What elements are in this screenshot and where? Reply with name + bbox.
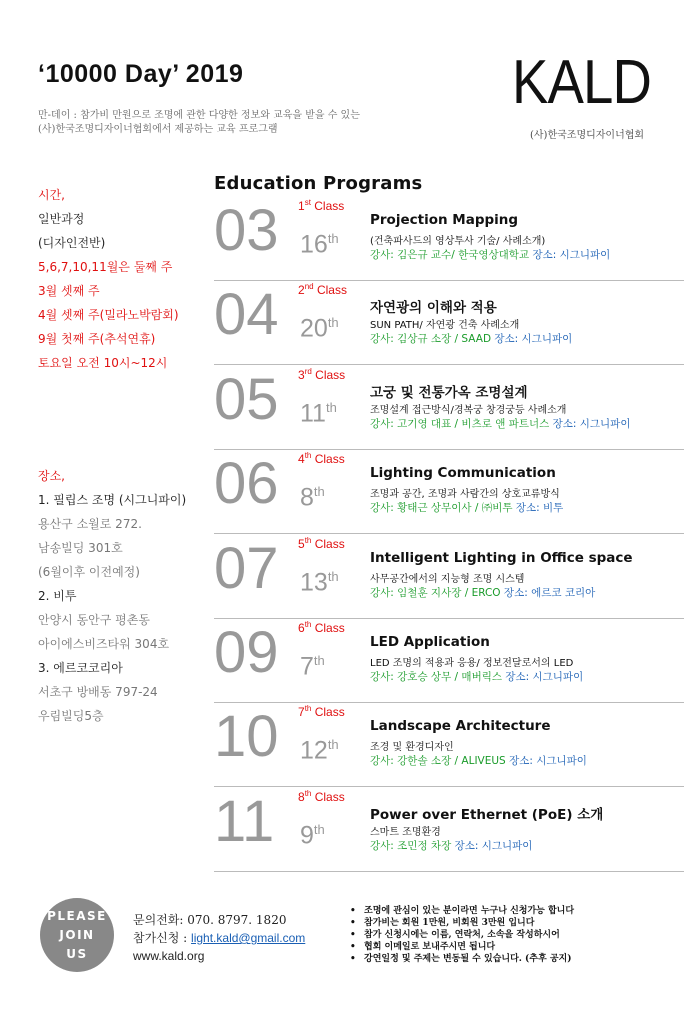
class-number: 7 bbox=[298, 705, 305, 720]
note-item: • 강연일정 및 주제는 변동될 수 있습니다. (추후 공지) bbox=[350, 953, 574, 965]
join-line-3: US bbox=[66, 946, 88, 961]
venue-line: 1. 필립스 조명 (시그니파이) bbox=[38, 493, 187, 507]
note-item: • 참가 신청시에는 이름, 연락처, 소속을 작성하시어 bbox=[350, 929, 574, 941]
class-ordinal: th bbox=[304, 704, 312, 714]
venue-line: 아이에스비즈타워 304호 bbox=[38, 637, 170, 651]
class-number: 3 bbox=[298, 367, 305, 382]
program-month: 06 bbox=[214, 451, 279, 517]
program-day bbox=[300, 485, 325, 510]
schedule-line: (디자인전반) bbox=[38, 236, 106, 250]
note-item: • 협회 이메일로 보내주시면 됩니다 bbox=[350, 941, 574, 953]
program-description: 조경 및 환경디자인 bbox=[370, 742, 454, 754]
program-row bbox=[214, 536, 686, 620]
subtitle-line-1: 만-데이 : 참가비 만원으로 조명에 관한 다양한 정보와 교육을 받을 수 있는 bbox=[38, 110, 360, 121]
venue-text: 장소: 에르코 코리아 bbox=[503, 586, 596, 599]
class-word: Class bbox=[314, 199, 345, 213]
program-day bbox=[300, 316, 339, 341]
instructor-text: 강사: 강호승 상무 / 매버릭스 bbox=[370, 671, 502, 683]
class-number: 2 bbox=[298, 283, 305, 298]
program-month: 05 bbox=[214, 366, 279, 432]
section-title: Education Programs bbox=[214, 173, 423, 194]
program-title: 고궁 및 전통가옥 조명설계 bbox=[370, 384, 528, 401]
program-description: LED 조명의 적용과 응용/ 정보전달로서의 LED bbox=[370, 658, 574, 669]
day-number: 9 bbox=[300, 821, 314, 850]
program-title: Projection Mapping bbox=[370, 212, 519, 228]
class-word: Class bbox=[314, 621, 345, 635]
class-number: 4 bbox=[298, 452, 305, 467]
program-title: LED Application bbox=[370, 634, 490, 650]
day-number: 20 bbox=[300, 314, 328, 343]
class-label bbox=[298, 367, 345, 382]
class-word: Class bbox=[314, 536, 345, 551]
instructor-text: 강사: 고기영 대표 / 비츠로 앤 파트너스 bbox=[370, 417, 550, 430]
row-divider bbox=[214, 786, 684, 787]
class-ordinal: th bbox=[304, 535, 312, 545]
program-month: 03 bbox=[214, 198, 279, 263]
program-day bbox=[300, 654, 325, 679]
row-divider bbox=[214, 871, 684, 872]
program-row bbox=[214, 198, 686, 282]
program-month: 09 bbox=[214, 620, 279, 685]
venue-line: 장소, bbox=[38, 469, 65, 483]
program-day bbox=[300, 738, 339, 763]
program-description: (건축파사드의 영상투사 기술/ 사례소개) bbox=[370, 236, 546, 247]
instructor-text: 강사: 김상규 소장 / SAAD bbox=[370, 333, 492, 346]
venue-line: 3. 에르코코리아 bbox=[38, 661, 123, 675]
day-ordinal: th bbox=[313, 821, 325, 837]
apply-label: 참가신청 : bbox=[133, 931, 192, 945]
contact-info bbox=[133, 911, 305, 965]
schedule-info bbox=[38, 183, 179, 375]
program-instructor bbox=[370, 838, 532, 853]
day-ordinal: th bbox=[313, 653, 325, 668]
class-label bbox=[298, 198, 344, 213]
program-month: 10 bbox=[214, 704, 279, 770]
program-description: 스마트 조명환경 bbox=[370, 826, 441, 838]
day-number: 11 bbox=[300, 399, 326, 428]
venue-text: 장소: 시그니파이 bbox=[509, 755, 587, 768]
program-row bbox=[214, 451, 686, 535]
instructor-text: 강사: 김은규 교수/ 한국영상대학교 bbox=[370, 249, 530, 261]
day-ordinal: th bbox=[327, 568, 339, 584]
venue-text: 장소: 시그니파이 bbox=[552, 417, 631, 430]
venue-info bbox=[38, 464, 186, 728]
schedule-line: 시간, bbox=[38, 188, 65, 202]
row-divider bbox=[214, 533, 684, 534]
schedule-line: 3월 셋째 주 bbox=[38, 284, 100, 298]
program-title: Landscape Architecture bbox=[370, 718, 551, 735]
venue-line: 서초구 방배동 797-24 bbox=[38, 685, 158, 699]
note-item: • 참가비는 회원 1만원, 비회원 3만원 입니다 bbox=[350, 917, 574, 929]
class-number: 8 bbox=[298, 789, 305, 804]
program-row bbox=[214, 367, 686, 451]
program-instructor bbox=[370, 585, 595, 600]
note-item: • 조명에 관심이 있는 분이라면 누구나 신청가능 합니다 bbox=[350, 905, 574, 917]
program-month: 04 bbox=[214, 282, 279, 348]
day-number: 7 bbox=[300, 652, 314, 681]
row-divider bbox=[214, 702, 684, 703]
row-divider bbox=[214, 618, 684, 619]
program-row bbox=[214, 620, 686, 704]
program-description: 조명설계 접근방식/경복궁 창경궁등 사례소개 bbox=[370, 404, 567, 416]
class-number: 6 bbox=[298, 621, 305, 635]
class-word: Class bbox=[314, 452, 345, 467]
join-line-2: JOIN bbox=[59, 927, 95, 942]
day-ordinal: th bbox=[313, 484, 325, 500]
venue-text: 장소: 시그니파이 bbox=[505, 671, 584, 683]
instructor-text: 강사: 강한솔 소장 / ALIVEUS bbox=[370, 755, 506, 768]
class-label bbox=[298, 620, 345, 635]
join-line-1: PLEASE bbox=[47, 908, 107, 923]
day-number: 8 bbox=[300, 483, 314, 512]
day-number: 13 bbox=[300, 567, 328, 596]
program-day bbox=[300, 823, 325, 848]
venue-line: 안양시 동안구 평촌동 bbox=[38, 613, 150, 627]
venue-line: 2. 비투 bbox=[38, 589, 77, 603]
program-instructor bbox=[370, 500, 563, 515]
class-ordinal: st bbox=[304, 198, 311, 207]
class-number: 5 bbox=[298, 536, 305, 551]
program-row bbox=[214, 789, 686, 873]
schedule-line: 토요일 오전 10시~12시 bbox=[38, 356, 168, 370]
venue-line: 우림빌딩5층 bbox=[38, 709, 104, 723]
row-divider bbox=[214, 280, 684, 281]
program-day bbox=[300, 401, 337, 426]
program-month: 11 bbox=[214, 788, 275, 854]
day-ordinal: th bbox=[325, 399, 337, 415]
venue-text: 장소: 시그니파이 bbox=[494, 333, 573, 346]
venue-text: 장소: 시그니파이 bbox=[532, 249, 611, 261]
program-day bbox=[300, 232, 339, 257]
row-divider bbox=[214, 364, 684, 365]
day-ordinal: th bbox=[327, 737, 339, 753]
website-link[interactable]: www.kald.org bbox=[133, 949, 205, 963]
program-title: Power over Ethernet (PoE) 소개 bbox=[370, 806, 604, 823]
venue-text: 장소: 비투 bbox=[515, 502, 564, 515]
program-instructor bbox=[370, 416, 630, 431]
day-ordinal: th bbox=[327, 231, 339, 246]
class-number: 1 bbox=[298, 199, 305, 213]
class-label bbox=[298, 451, 345, 466]
venue-text: 장소: 시그니파이 bbox=[454, 839, 533, 852]
program-row bbox=[214, 282, 686, 366]
program-title: 자연광의 이해와 적용 bbox=[370, 300, 497, 317]
instructor-text: 강사: 조민정 차장 bbox=[370, 839, 452, 852]
notes-list bbox=[350, 905, 574, 965]
email-link[interactable]: light.kald@gmail.com bbox=[191, 931, 306, 945]
program-instructor bbox=[370, 669, 583, 684]
kald-logo: KALD bbox=[512, 48, 652, 117]
venue-line: 남송빌딩 301호 bbox=[38, 541, 123, 555]
class-label bbox=[298, 704, 345, 719]
program-day bbox=[300, 567, 339, 596]
program-month: 07 bbox=[214, 535, 279, 601]
venue-line: (6월이후 이전예정) bbox=[38, 565, 140, 579]
program-title: Lighting Communication bbox=[370, 465, 556, 482]
logo-subtitle: (사)한국조명디자이너협회 bbox=[530, 130, 645, 141]
class-ordinal: th bbox=[304, 788, 312, 798]
program-title: Intelligent Lighting in Office space bbox=[370, 549, 633, 566]
row-divider bbox=[214, 449, 684, 450]
instructor-text: 강사: 황태근 상무이사 / ㈜비투 bbox=[370, 502, 513, 515]
class-ordinal: nd bbox=[304, 282, 314, 292]
program-row bbox=[214, 704, 686, 788]
schedule-line: 9월 첫째 주(추석연휴) bbox=[38, 332, 156, 346]
program-description: 사무공간에서의 지능형 조명 시스템 bbox=[370, 573, 525, 585]
schedule-line: 일반과정 bbox=[38, 212, 85, 226]
phone-text: 문의전화: 070. 8797. 1820 bbox=[133, 913, 287, 927]
program-description: 조명과 공간, 조명과 사람간의 상호교류방식 bbox=[370, 489, 560, 501]
class-word: Class bbox=[315, 367, 346, 382]
instructor-text: 강사: 임철훈 지사장 / ERCO bbox=[370, 586, 501, 599]
apply-row bbox=[133, 929, 305, 947]
class-word: Class bbox=[314, 705, 345, 720]
day-number: 12 bbox=[300, 736, 328, 765]
class-ordinal: th bbox=[304, 620, 312, 629]
day-number: 16 bbox=[300, 230, 328, 259]
venue-line: 용산구 소월로 272. bbox=[38, 517, 142, 531]
class-label bbox=[298, 282, 347, 297]
program-description: SUN PATH/ 자연광 건축 사례소개 bbox=[370, 320, 520, 332]
class-ordinal: th bbox=[304, 451, 312, 461]
schedule-line: 4월 셋째 주(밀라노박람회) bbox=[38, 308, 179, 322]
subtitle-line-2: (사)한국조명디자이너협회에서 제공하는 교육 프로그램 bbox=[38, 124, 278, 135]
poster-title: ‘10000 Day’ 2019 bbox=[38, 60, 244, 88]
class-label bbox=[298, 789, 345, 804]
program-instructor bbox=[370, 247, 610, 262]
class-word: Class bbox=[314, 789, 345, 804]
program-instructor bbox=[370, 331, 572, 346]
day-ordinal: th bbox=[327, 315, 339, 331]
class-word: Class bbox=[316, 283, 347, 298]
program-instructor bbox=[370, 753, 587, 768]
schedule-line: 5,6,7,10,11월은 둘째 주 bbox=[38, 260, 173, 274]
class-label bbox=[298, 536, 345, 551]
class-ordinal: rd bbox=[304, 366, 312, 376]
join-badge bbox=[40, 898, 114, 972]
